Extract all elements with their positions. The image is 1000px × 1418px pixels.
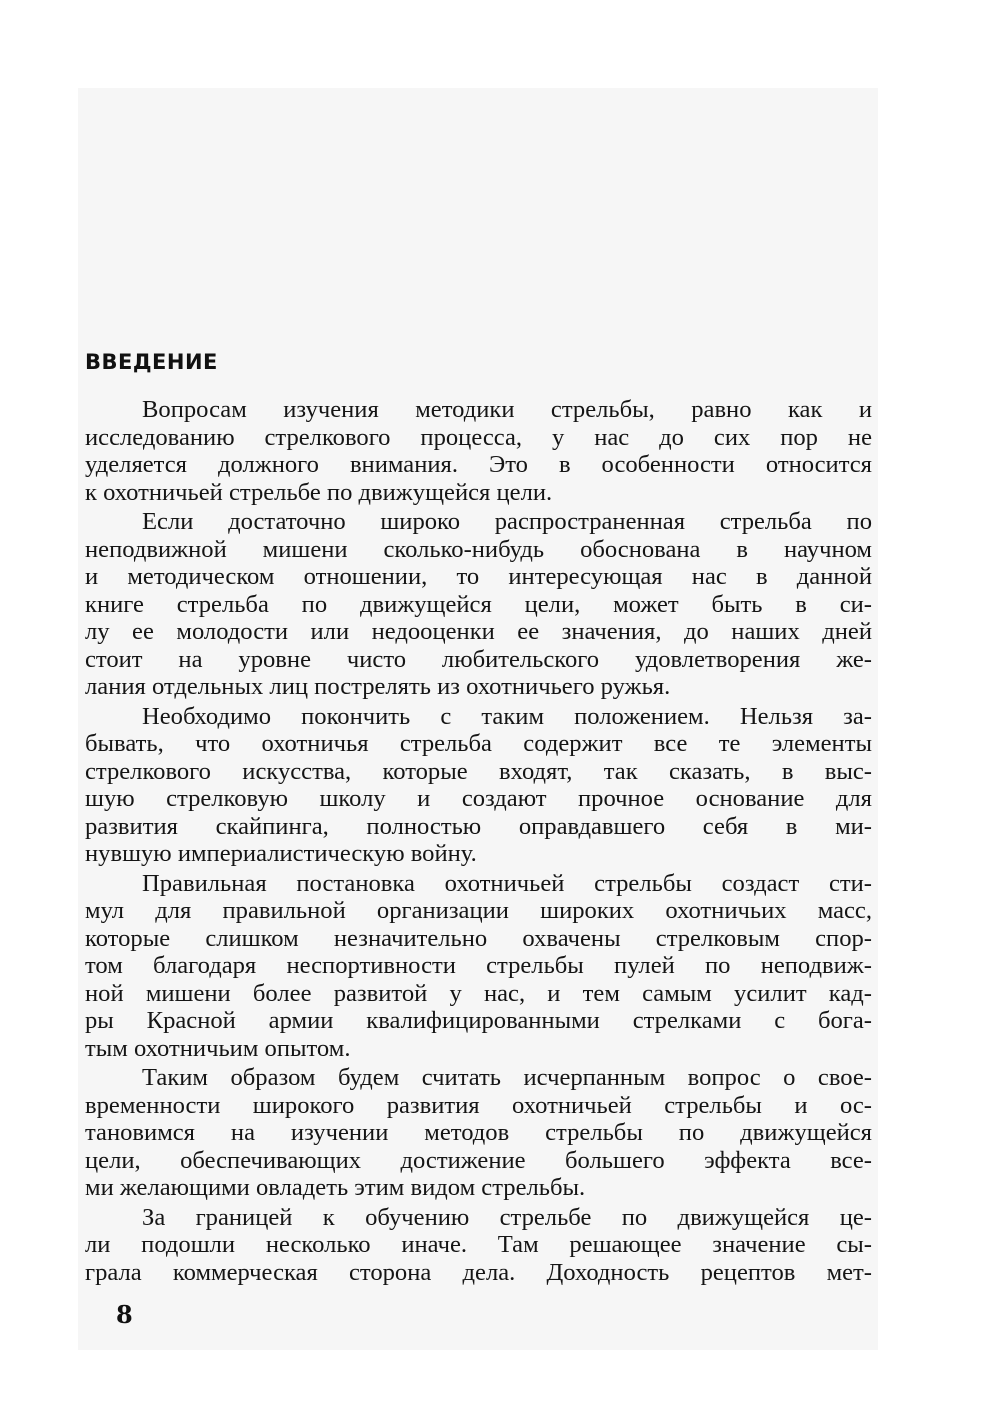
text-line: и методическом отношении, то интересующая нас в данной <box>85 563 872 590</box>
text-line: лания отдельных лиц пострелять из охотничьего ружья. <box>85 673 671 700</box>
text-line: Таким образом будем считать исчерпанным вопрос о свое- <box>142 1064 872 1091</box>
chapter-heading: ВВЕДЕНИЕ <box>85 350 218 374</box>
text-line: том благодаря неспортивности стрельбы пулей по неподвиж- <box>85 952 872 979</box>
text-line: ли подошли несколько иначе. Там решающее значение сы- <box>85 1231 872 1258</box>
paragraph <box>85 396 872 506</box>
text-line: стоит на уровне чисто любительского удовлетворения же- <box>85 645 872 673</box>
text-line: Вопросам изучения методики стрельбы, равно как и <box>142 396 872 423</box>
text-line: Правильная постановка охотничьей стрельбы создаст сти- <box>142 869 872 897</box>
text-line: цели, обеспечивающих достижение большего эффекта все- <box>85 1146 872 1174</box>
text-line: временности широкого развития охотничьей стрельбы и ос- <box>85 1091 872 1119</box>
text-line: уделяется должного внимания. Это в особенности относится <box>85 451 872 478</box>
page-number: 8 <box>116 1300 133 1329</box>
paragraph <box>85 508 872 701</box>
text-line: Если достаточно широко распространенная стрельба по <box>142 508 872 535</box>
text-line: неподвижной мишени сколько-нибудь обоснована в научном <box>85 535 872 563</box>
text-line: исследованию стрелкового процесса, у нас до сих пор не <box>85 423 872 451</box>
text-line: тым охотничьим опытом. <box>85 1034 351 1062</box>
text-line: нувшую империалистическую войну. <box>85 840 477 867</box>
paragraph <box>85 870 872 1063</box>
paragraph <box>85 1204 872 1287</box>
text-line: грала коммерческая сторона дела. Доходность рецептов мет- <box>85 1258 872 1286</box>
paragraph <box>85 703 872 868</box>
text-line: Необходимо покончить с таким положением. Нельзя за- <box>142 702 872 730</box>
text-line: лу ее молодости или недооценки ее значения, до наших дней <box>85 618 872 645</box>
text-line: ной мишени более развитой у нас, и тем самым усилит кад- <box>85 979 872 1007</box>
text-line: шую стрелковую школу и создают прочное основание для <box>85 785 872 812</box>
text-line: к охотничьей стрельбе по движущейся цели. <box>85 478 553 506</box>
text-line: мул для правильной организации широких охотничьих масс, <box>85 897 872 924</box>
body-text <box>85 396 872 1288</box>
text-line: тановимся на изучении методов стрельбы по движущейся <box>85 1119 872 1146</box>
text-line: книге стрельба по движущейся цели, может быть в си- <box>85 590 872 618</box>
text-line: которые слишком незначительно охвачены стрелковым спор- <box>85 924 872 952</box>
text-line: ми желающими овладеть этим видом стрельбы. <box>85 1174 586 1201</box>
text-line: За границей к обучению стрельбе по движущейся це- <box>142 1203 872 1231</box>
text-line: развития скайпинга, полностью оправдавшего себя в ми- <box>85 812 872 840</box>
text-line: бывать, что охотничья стрельба содержит все те элементы <box>85 730 872 757</box>
text-line: ры Красной армии квалифицированными стрелками с бога- <box>85 1007 872 1034</box>
text-line: стрелкового искусства, которые входят, так сказать, в выс- <box>85 757 872 785</box>
paragraph <box>85 1064 872 1202</box>
